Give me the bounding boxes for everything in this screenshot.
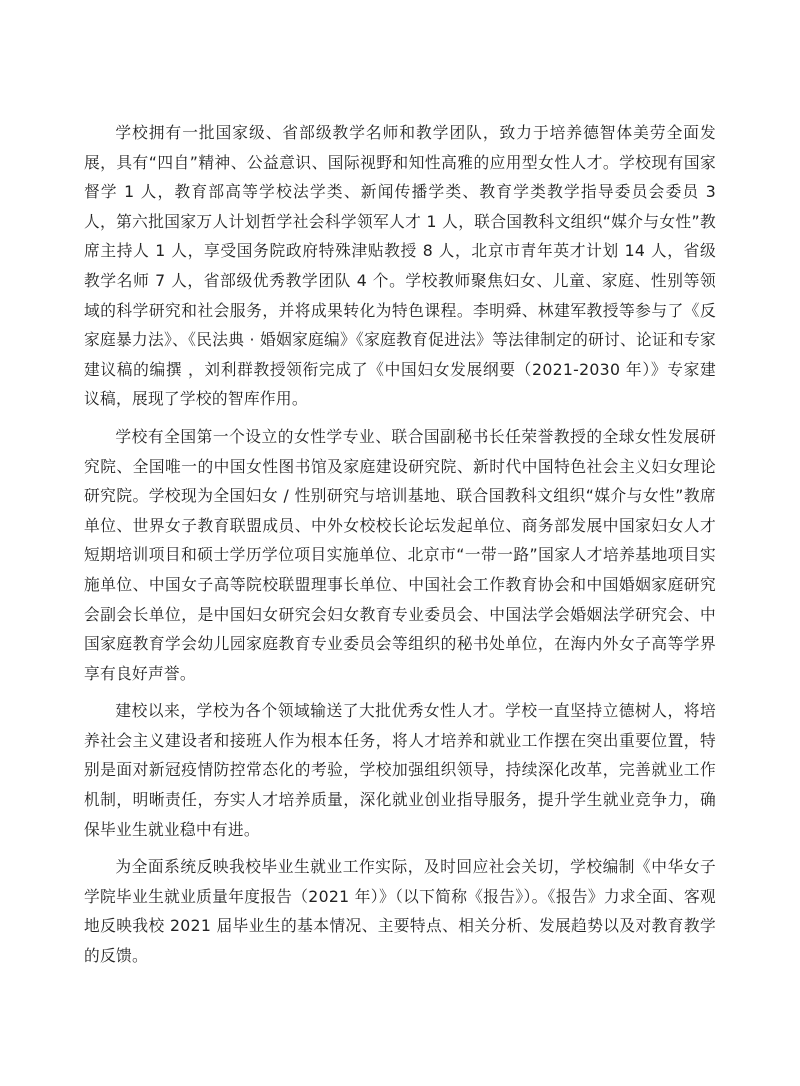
paragraph-institutions: 学校有全国第一个设立的女性学专业、联合国副秘书长任荣誉教授的全球女性发展研究院、全国唯一的中国女性图书馆及家庭建设研究院、新时代中国特色社会主义妇女理论研究院。学校现为全国妇女 / 性别研究与培训基地、联合国教科文组织“媒介与女性”教席单位、世界女子教育联盟成员、中外女校校长论坛发起单位、商务部发展中国家妇女人才短期培训项目和硕士学历学位项目实施单位、北京市“一带一路”国家人才培养基地项目实施单位、中国女子高等院校联盟理事长单位、中国社会工作教育协会和中国婚姻家庭研究会副会长单位，是中国妇女研究会妇女教育专业委员会、中国法学会婚姻法学研究会、中国家庭教育学会幼儿园家庭教育专业委员会等组织的秘书处单位，在海内外女子高等学界享有良好声誉。 [84, 426, 716, 683]
paragraph-faculty: 学校拥有一批国家级、省部级教学名师和教学团队，致力于培养德智体美劳全面发展，具有“四自”精神、公益意识、国际视野和知性高雅的应用型女性人才。学校现有国家督学 1 人，教育部高等学校法学类、新闻传播学类、教育学类教学指导委员会委员 3 人，第六批国家万人计划哲学社会科学领军人才 1 人，联合国教科文组织“媒介与女性”教席主持人 1 人，享受国务院政府特殊津贴教授 8 人，北京市青年英才计划 14 人，省级教学名师 7 人，省部级优秀教学团队 4 个。学校教师聚焦妇女、儿童、家庭、性别等领域的科学研究和社会服务，并将成果转化为特色课程。李明舜、林建军教授等参与了《反家庭暴力法》、《民法典 · 婚姻家庭编》《家庭教育促进法》等法律制定的研讨、论证和专家建议稿的编撰 ，刘利群教授领衔完成了《中国妇女发展纲要（2021-2030 年）》专家建议稿，展现了学校的智库作用。 [84, 123, 716, 409]
paragraph-report: 为全面系统反映我校毕业生就业工作实际，及时回应社会关切，学校编制《中华女子学院毕业生就业质量年度报告（2021 年）》（以下简称《报告》）。《报告》力求全面、客观地反映我校 2021 届毕业生的基本情况、主要特点、相关分析、发展趋势以及对教育教学的反馈。 [84, 857, 716, 966]
paragraph-talent: 建校以来，学校为各个领域输送了大批优秀女性人才。学校一直坚持立德树人，将培养社会主义建设者和接班人作为根本任务，将人才培养和就业工作摆在突出重要位置，特别是面对新冠疫情防控常态化的考验，学校加强组织领导，持续深化改革，完善就业工作机制，明晰责任，夯实人才培养质量，深化就业创业指导服务，提升学生就业竞争力，确保毕业生就业稳中有进。 [84, 701, 716, 839]
